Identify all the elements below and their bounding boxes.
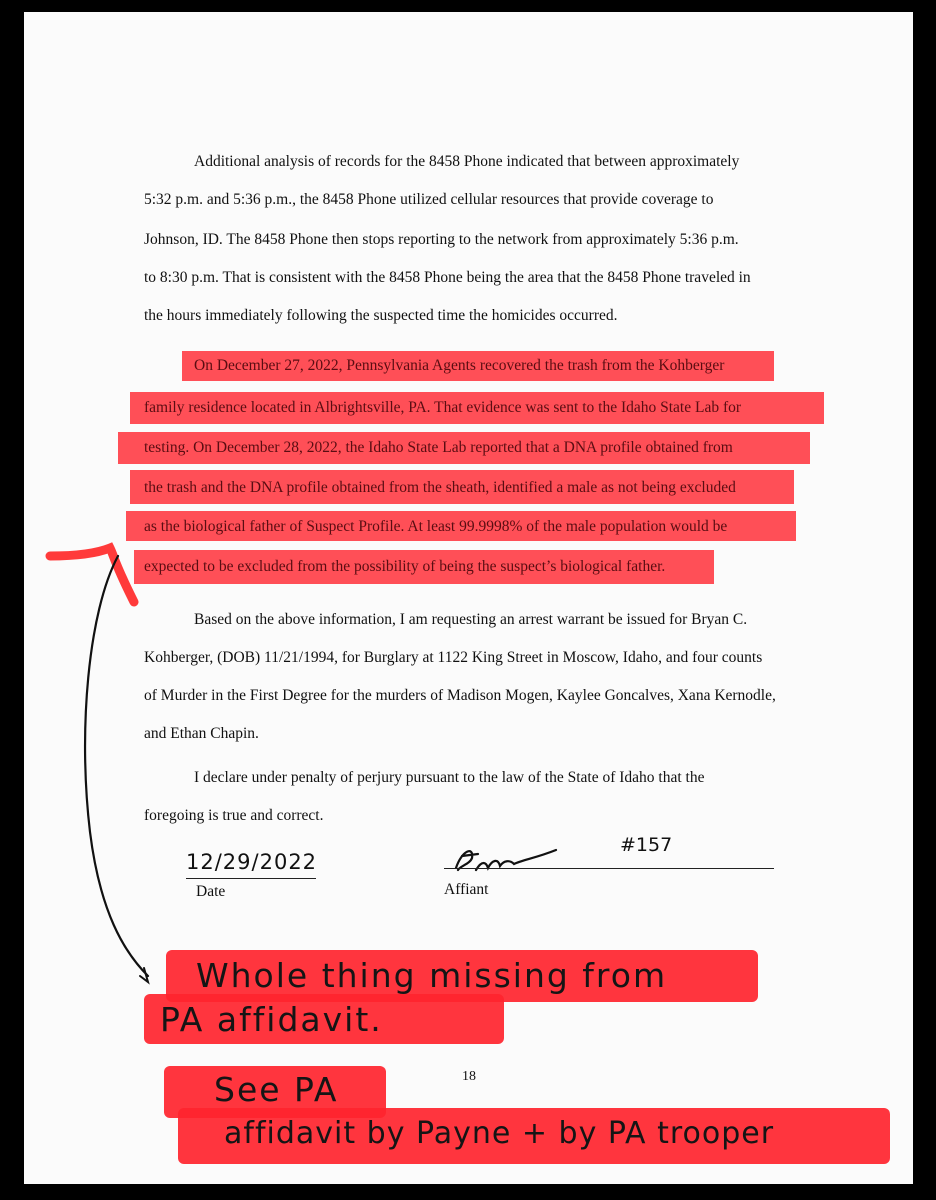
- highlighted-line-3: testing. On December 28, 2022, the Idaho State Lab reported that a DNA profile obtained from: [144, 439, 733, 456]
- note-line-3: See PA: [214, 1070, 339, 1109]
- highlighted-line-6: expected to be excluded from the possibility of being the suspect’s biological father.: [144, 558, 666, 575]
- note-line-2: PA affidavit.: [160, 1000, 383, 1039]
- paragraph-4-line-2: foregoing is true and correct.: [144, 807, 324, 824]
- badge-number: #157: [620, 834, 673, 856]
- handwritten-date: 12/29/2022: [186, 850, 318, 874]
- paragraph-3-line-1: Based on the above information, I am requesting an arrest warrant be issued for Bryan C.: [194, 611, 748, 628]
- red-arrow-annotation: [44, 532, 154, 992]
- paragraph-1-line-5: the hours immediately following the suspected time the homicides occurred.: [144, 307, 618, 324]
- highlighted-line-1: On December 27, 2022, Pennsylvania Agents recovered the trash from the Kohberger: [194, 357, 725, 374]
- affiant-signature: [452, 840, 572, 880]
- paragraph-3-line-2: Kohberger, (DOB) 11/21/1994, for Burglary at 1122 King Street in Moscow, Idaho, and four counts: [144, 649, 763, 666]
- paragraph-3-line-3: of Murder in the First Degree for the murders of Madison Mogen, Kaylee Goncalves, Xana Kernodle,: [144, 687, 776, 704]
- paragraph-4-line-1: I declare under penalty of perjury pursuant to the law of the State of Idaho that the: [194, 769, 705, 786]
- date-underline: [186, 878, 316, 879]
- paragraph-1-line-3: Johnson, ID. The 8458 Phone then stops reporting to the network from approximately 5:36 p.m.: [144, 231, 739, 248]
- affiant-underline: [444, 868, 774, 869]
- note-line-1: Whole thing missing from: [196, 956, 668, 995]
- paragraph-1-line-2: 5:32 p.m. and 5:36 p.m., the 8458 Phone utilized cellular resources that provide coverage to: [144, 191, 714, 208]
- affiant-label: Affiant: [444, 881, 489, 898]
- paragraph-3-line-4: and Ethan Chapin.: [144, 725, 259, 742]
- paragraph-1-line-4: to 8:30 p.m. That is consistent with the 8458 Phone being the area that the 8458 Phone traveled in: [144, 269, 751, 286]
- note-line-4: affidavit by Payne + by PA trooper: [224, 1116, 775, 1151]
- document-page: [24, 12, 913, 1184]
- highlighted-line-4: the trash and the DNA profile obtained from the sheath, identified a male as not being excluded: [144, 479, 736, 496]
- page-number: 18: [462, 1069, 476, 1084]
- date-label: Date: [196, 883, 226, 900]
- highlighted-line-5: as the biological father of Suspect Profile. At least 99.9998% of the male population would be: [144, 518, 728, 535]
- paragraph-1-line-1: Additional analysis of records for the 8458 Phone indicated that between approximately: [194, 153, 740, 170]
- highlighted-line-2: family residence located in Albrightsville, PA. That evidence was sent to the Idaho State Lab for: [144, 399, 742, 416]
